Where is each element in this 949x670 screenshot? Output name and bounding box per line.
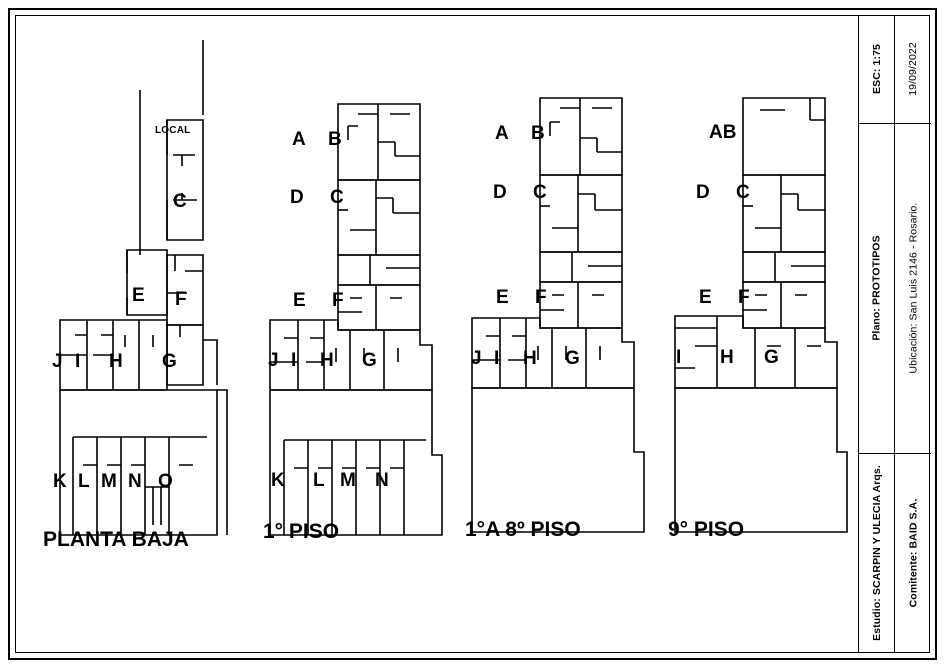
unit-label-p9-I: I [676,347,682,368]
unit-label-p9-AB: AB [709,122,737,143]
unit-label-p8-H: H [523,348,537,369]
unit-label-p9-D: D [696,182,710,203]
unit-label-p1-E: E [293,290,306,311]
title-block-date: 19/09/2022 [907,42,919,96]
unit-label-pb-I: I [75,351,81,372]
plan-1a8-piso-drawing [452,80,682,580]
unit-label-p9-C: C [736,182,750,203]
unit-label-p8-D: D [493,182,507,203]
unit-label-p8-B: B [531,123,545,144]
unit-label-p8-E: E [496,287,509,308]
unit-label-p1-D: D [290,187,304,208]
plan-title-primer-piso: 1° PISO [263,520,340,543]
unit-label-p9-G: G [764,347,779,368]
unit-label-pb-L: L [78,471,90,492]
unit-label-p1-G: G [362,350,377,371]
unit-label-pb-G: G [162,351,177,372]
plan-planta-baja-local-label: LOCAL [155,125,191,136]
unit-label-p1-L: L [313,470,325,491]
unit-label-p1-J: J [268,350,279,371]
unit-label-pb-M: M [101,471,117,492]
unit-label-p1-K: K [271,470,285,491]
plan-primer-piso-drawing [250,80,480,580]
unit-label-pb-J: J [52,351,63,372]
unit-label-p8-J: J [471,348,482,369]
unit-label-p8-G: G [565,348,580,369]
unit-label-pb-O: O [158,471,173,492]
plan-title-noveno-piso: 9° PISO [668,518,745,541]
plan-noveno-piso-drawing [655,80,885,580]
title-block-column-left [859,15,895,653]
title-block-ubicacion: Ubicación: San Luis 2146 - Rosario. [907,202,920,374]
plan-planta-baja-drawing [35,25,285,545]
title-block [858,15,930,653]
plan-title-planta-baja: PLANTA BAJA [43,528,189,551]
plans-area [15,15,858,653]
unit-label-p1-A: A [292,129,306,150]
unit-label-pb-C: C [173,191,187,212]
unit-label-p9-F: F [738,287,750,308]
unit-label-p1-F: F [332,290,344,311]
unit-label-p8-I: I [494,348,500,369]
unit-label-pb-E: E [132,285,145,306]
title-block-estudio: Estudio: SCARPIN Y ULECIA Arqs. [870,465,883,641]
plan-title-1a8-piso: 1°A 8º PISO [465,518,581,541]
unit-label-p1-B: B [328,129,342,150]
unit-label-pb-F: F [175,289,187,310]
unit-label-p1-M: M [340,470,356,491]
title-block-comitente: Comitente: BAID S.A. [907,498,920,608]
unit-label-p8-A: A [495,123,509,144]
unit-label-p1-H: H [320,350,334,371]
unit-label-p9-H: H [720,347,734,368]
unit-label-p9-E: E [699,287,712,308]
unit-label-pb-K: K [53,471,67,492]
title-block-plano: Plano: PROTOTIPOS [870,235,883,341]
unit-label-pb-N: N [128,471,142,492]
unit-label-p1-C: C [330,187,344,208]
unit-label-p8-C: C [533,182,547,203]
unit-label-p1-N: N [375,470,389,491]
unit-label-pb-H: H [109,351,123,372]
title-block-column-right [895,15,931,653]
unit-label-p8-F: F [535,287,547,308]
title-block-scale: ESC: 1:75 [870,44,883,94]
unit-label-p1-I: I [291,350,297,371]
